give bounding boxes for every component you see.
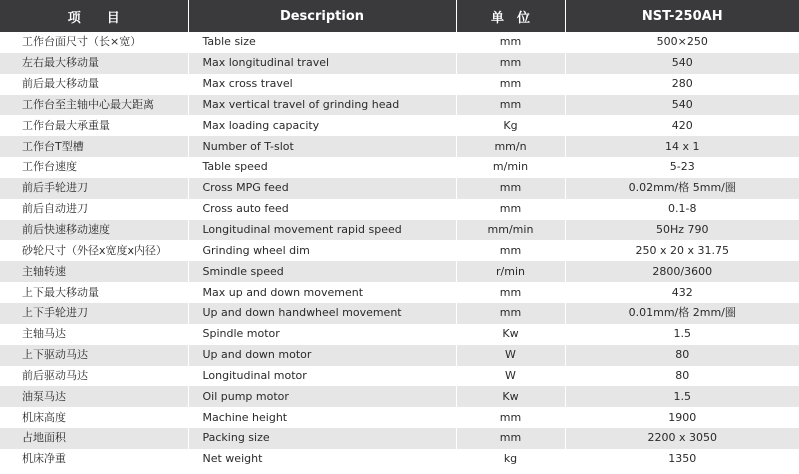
row-item-cn: 机床净重 (0, 449, 188, 470)
row-description: Spindle motor (188, 324, 456, 345)
table-row (0, 95, 799, 116)
row-unit: r/min (456, 261, 565, 282)
row-value: 2200 x 3050 (565, 428, 799, 449)
row-value: 0.01mm/格 2mm/圈 (565, 303, 799, 324)
row-value: 280 (565, 74, 799, 95)
row-description: Max up and down movement (188, 282, 456, 303)
row-value: 80 (565, 345, 799, 366)
row-description: Grinding wheel dim (188, 240, 456, 261)
row-unit: mm/n (456, 136, 565, 157)
row-item-cn: 工作台T型槽 (0, 136, 188, 157)
row-description: Number of T-slot (188, 136, 456, 157)
table-row (0, 428, 799, 449)
table-row (0, 324, 799, 345)
row-unit: W (456, 366, 565, 387)
row-item-cn: 左右最大移动量 (0, 53, 188, 74)
row-item-cn: 砂轮尺寸（外径x宽度x内径） (0, 240, 188, 261)
table-row (0, 449, 799, 470)
table-header (0, 0, 799, 32)
row-value: 540 (565, 95, 799, 116)
row-item-cn: 主轴转速 (0, 261, 188, 282)
row-value: 5-23 (565, 157, 799, 178)
row-value: 1350 (565, 449, 799, 470)
table-row (0, 220, 799, 241)
header-row (0, 0, 799, 32)
row-item-cn: 工作台面尺寸（长×宽） (0, 32, 188, 53)
row-value: 432 (565, 282, 799, 303)
row-item-cn: 前后最大移动量 (0, 74, 188, 95)
row-value: 1.5 (565, 386, 799, 407)
row-description: Table speed (188, 157, 456, 178)
row-unit: mm (456, 95, 565, 116)
table-row (0, 282, 799, 303)
row-value: 0.02mm/格 5mm/圈 (565, 178, 799, 199)
header-unit: 单 位 (456, 0, 565, 32)
table-row (0, 303, 799, 324)
header-item: 项 目 (0, 0, 188, 32)
row-description: Packing size (188, 428, 456, 449)
row-value: 420 (565, 115, 799, 136)
row-item-cn: 前后驱动马达 (0, 366, 188, 387)
row-item-cn: 工作台速度 (0, 157, 188, 178)
table-row (0, 157, 799, 178)
row-value: 1900 (565, 407, 799, 428)
table-row (0, 53, 799, 74)
row-unit: mm (456, 32, 565, 53)
row-value: 1.5 (565, 324, 799, 345)
table-row (0, 240, 799, 261)
row-unit: kg (456, 449, 565, 470)
row-item-cn: 前后快速移动速度 (0, 220, 188, 241)
row-value: 2800/3600 (565, 261, 799, 282)
row-description: Max longitudinal travel (188, 53, 456, 74)
row-item-cn: 上下最大移动量 (0, 282, 188, 303)
row-description: Machine height (188, 407, 456, 428)
row-item-cn: 上下驱动马达 (0, 345, 188, 366)
row-description: Smindle speed (188, 261, 456, 282)
row-value: 50Hz 790 (565, 220, 799, 241)
row-unit: mm (456, 53, 565, 74)
row-unit: mm (456, 428, 565, 449)
row-description: Oil pump motor (188, 386, 456, 407)
table-row (0, 115, 799, 136)
row-description: Up and down handwheel movement (188, 303, 456, 324)
row-unit: mm (456, 240, 565, 261)
row-unit: mm (456, 178, 565, 199)
row-description: Longitudinal movement rapid speed (188, 220, 456, 241)
row-item-cn: 占地面积 (0, 428, 188, 449)
row-unit: Kw (456, 324, 565, 345)
row-description: Longitudinal motor (188, 366, 456, 387)
row-value: 80 (565, 366, 799, 387)
row-description: Cross MPG feed (188, 178, 456, 199)
row-item-cn: 工作台至主轴中心最大距离 (0, 95, 188, 116)
table-body (0, 32, 799, 470)
table-row (0, 261, 799, 282)
row-description: Max loading capacity (188, 115, 456, 136)
row-unit: mm (456, 407, 565, 428)
row-item-cn: 主轴马达 (0, 324, 188, 345)
row-unit: mm (456, 199, 565, 220)
row-item-cn: 工作台最大承重量 (0, 115, 188, 136)
row-item-cn: 前后手轮进刀 (0, 178, 188, 199)
row-description: Net weight (188, 449, 456, 470)
row-unit: Kg (456, 115, 565, 136)
row-value: 0.1-8 (565, 199, 799, 220)
table-row (0, 32, 799, 53)
row-description: Max cross travel (188, 74, 456, 95)
row-unit: Kw (456, 386, 565, 407)
table-row (0, 178, 799, 199)
row-value: 14 x 1 (565, 136, 799, 157)
row-unit: mm/min (456, 220, 565, 241)
table-row (0, 74, 799, 95)
table-row (0, 345, 799, 366)
row-unit: mm (456, 282, 565, 303)
row-unit: mm (456, 303, 565, 324)
row-item-cn: 机床高度 (0, 407, 188, 428)
table-row (0, 407, 799, 428)
table-row (0, 199, 799, 220)
table-row (0, 366, 799, 387)
row-description: Table size (188, 32, 456, 53)
row-unit: mm (456, 74, 565, 95)
row-value: 540 (565, 53, 799, 74)
row-value: 250 x 20 x 31.75 (565, 240, 799, 261)
row-description: Up and down motor (188, 345, 456, 366)
table-row (0, 136, 799, 157)
row-item-cn: 油泵马达 (0, 386, 188, 407)
row-description: Cross auto feed (188, 199, 456, 220)
row-value: 500×250 (565, 32, 799, 53)
row-unit: W (456, 345, 565, 366)
header-description: Description (188, 0, 456, 32)
row-item-cn: 前后自动进刀 (0, 199, 188, 220)
row-unit: m/min (456, 157, 565, 178)
header-model: NST-250AH (565, 0, 799, 32)
table-row (0, 386, 799, 407)
row-description: Max vertical travel of grinding head (188, 95, 456, 116)
row-item-cn: 上下手轮进刀 (0, 303, 188, 324)
